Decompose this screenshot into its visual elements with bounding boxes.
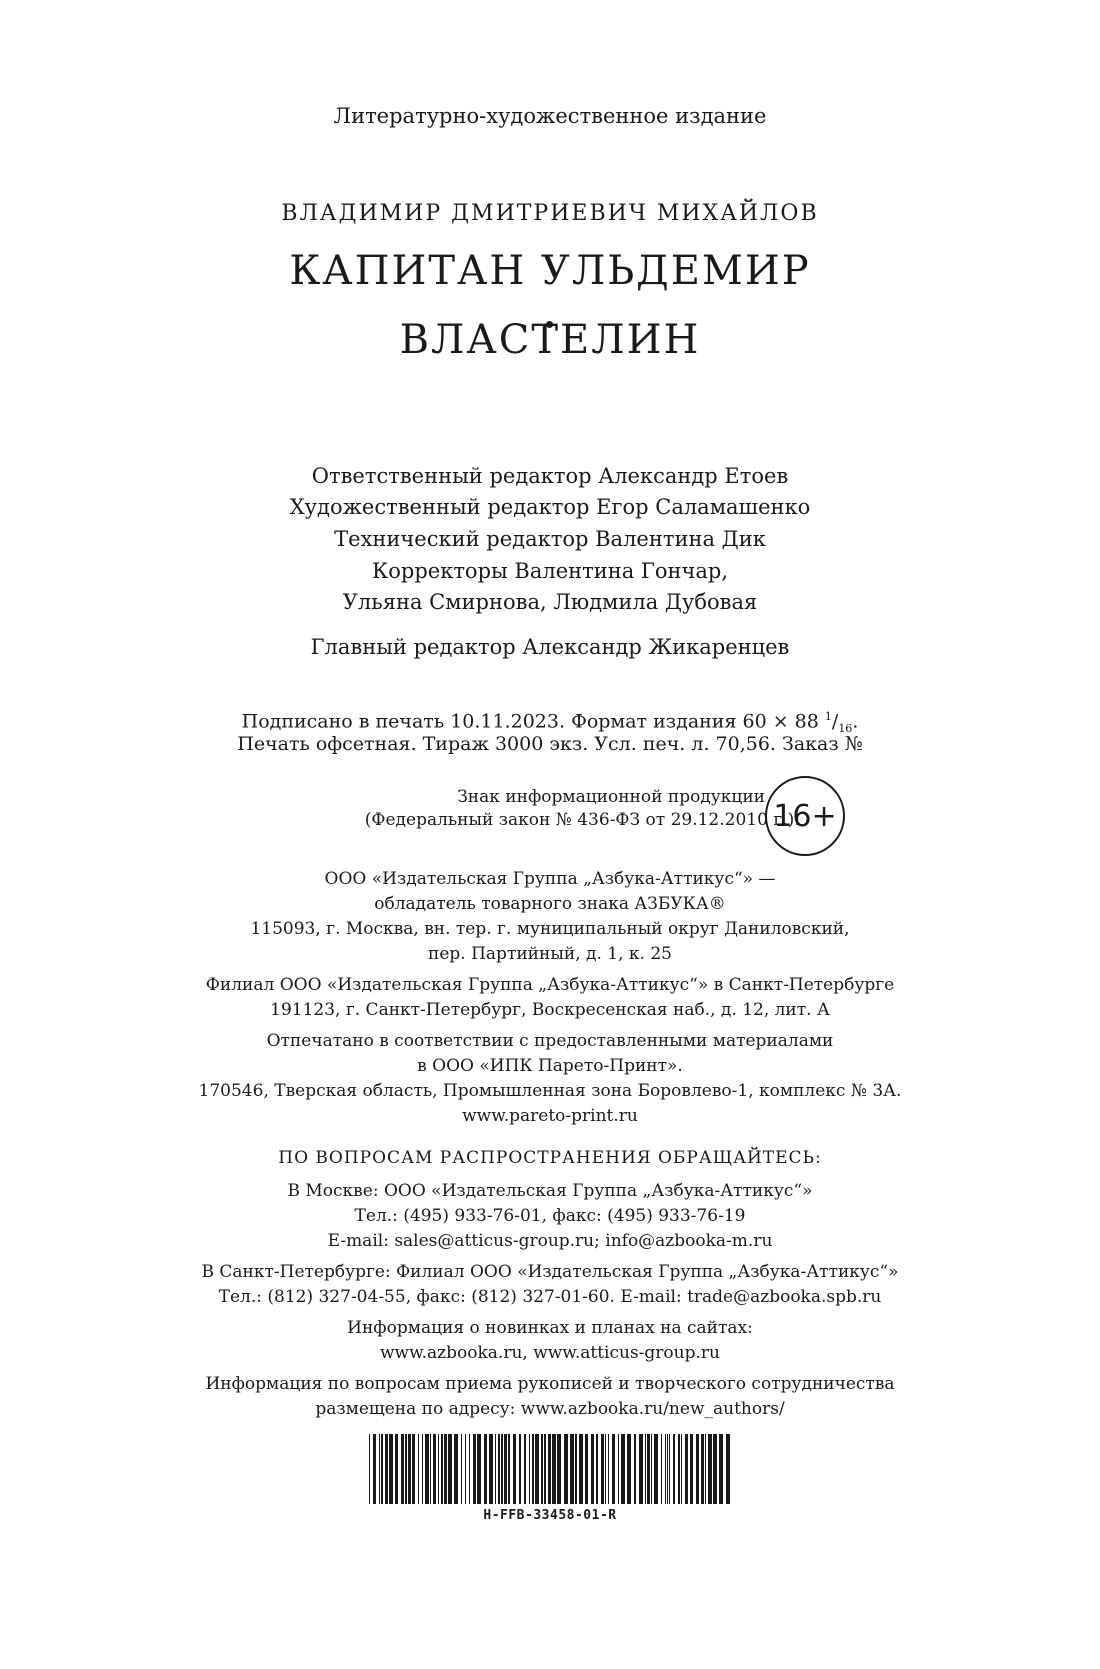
barcode-bar (369, 1434, 370, 1504)
barcode-code: H-FFB-33458-01-R (483, 1508, 617, 1523)
print-info-line-2: Печать офсетная. Тираж 3000 экз. Усл. печ. л. 70,56. Заказ № (237, 733, 863, 755)
printer-line-3: 170546, Тверская область, Промышленная зона Боровлево-1, комплекс № 3А. (198, 1081, 902, 1101)
book-title-1: КАПИТАН УЛЬДЕМИР (289, 248, 811, 294)
barcode-bar (719, 1434, 723, 1504)
barcode-bar (612, 1434, 615, 1504)
barcode-image (369, 1434, 731, 1504)
barcode-bar (461, 1434, 462, 1504)
age-rating-label (320, 786, 800, 832)
barcode-bar (651, 1434, 652, 1504)
format-fraction-denominator: 16 (838, 722, 853, 736)
barcode-bar (422, 1434, 423, 1504)
barcode-bar (519, 1434, 521, 1504)
sites-line-1: Информация о новинках и планах на сайтах: (347, 1318, 753, 1338)
barcode-bar (585, 1434, 588, 1504)
print-info-text: Подписано в печать 10.11.2023. Формат издания 60 × 88 (241, 710, 825, 733)
spb-line-1: В Санкт-Петербурге: Филиал ООО «Издательская Группа „Азбука-Аттикус“» (201, 1262, 899, 1282)
barcode-bar (477, 1434, 481, 1504)
barcode-bar (385, 1434, 388, 1504)
barcode-bar (701, 1434, 704, 1504)
printer-line-1: Отпечатано в соответствии с предоставленными материалами (266, 1031, 834, 1051)
moscow-line-1: В Москве: ООО «Издательская Группа „Азбука-Аттикус“» (287, 1181, 813, 1201)
barcode-bar (661, 1434, 662, 1504)
barcode-bar (501, 1434, 503, 1504)
publisher-line-2: обладатель товарного знака АЗБУКА® (374, 894, 726, 914)
age-rating-badge: 16+ (765, 776, 845, 856)
proofreaders-line-1: Корректоры Валентина Гончар, (371, 559, 728, 583)
barcode-bar (564, 1434, 568, 1504)
barcode-bar (395, 1434, 398, 1504)
barcode-bar (532, 1434, 534, 1504)
barcode-bar (557, 1434, 561, 1504)
book-title-2: ВЛАСТЕЛИН (399, 317, 701, 363)
barcode-bar (708, 1434, 712, 1504)
barcode-bar (508, 1434, 510, 1504)
publisher-line-3: 115093, г. Москва, вн. тер. г. муниципальный округ Даниловский, (250, 919, 850, 939)
barcode-bar (596, 1434, 598, 1504)
barcode-bar (412, 1434, 415, 1504)
barcode-bar (473, 1434, 476, 1504)
chief-editor: Главный редактор Александр Жикаренцев (310, 635, 790, 659)
barcode-bar (448, 1434, 452, 1504)
barcode-bar (665, 1434, 666, 1504)
barcode-bar (696, 1434, 699, 1504)
barcode-bar (605, 1434, 606, 1504)
barcode-bar (529, 1434, 530, 1504)
barcode-bar (454, 1434, 458, 1504)
barcode-bar (541, 1434, 543, 1504)
barcode-bar (654, 1434, 658, 1504)
barcode-bar (504, 1434, 507, 1504)
manuscripts-line-2[interactable]: размещена по адресу: www.azbooka.ru/new_authors/ (315, 1399, 785, 1419)
barcode-bar (608, 1434, 609, 1504)
edition-type: Литературно-художественное издание (333, 104, 767, 128)
barcode-bar (465, 1434, 466, 1504)
barcode-bar (639, 1434, 643, 1504)
barcode-bar (726, 1434, 730, 1504)
barcode-bar (418, 1434, 419, 1504)
barcode-bar (513, 1434, 516, 1504)
barcode-bar (535, 1434, 539, 1504)
barcode-bar (690, 1434, 693, 1504)
tech-editor: Технический редактор Валентина Дик (334, 527, 766, 551)
manuscripts-line-1: Информация по вопросам приема рукописей и творческого сотрудничества (205, 1374, 895, 1394)
barcode-bar (524, 1434, 526, 1504)
barcode-bar (544, 1434, 546, 1504)
age-rating-label-line-1: Знак информационной продукции (457, 787, 765, 807)
publisher-line-1: ООО «Издательская Группа „Азбука-Аттикус“» — (324, 869, 776, 889)
barcode-bar (469, 1434, 470, 1504)
sites-line-2[interactable]: www.azbooka.ru, www.atticus-group.ru (380, 1343, 720, 1363)
barcode-bar (441, 1434, 443, 1504)
barcode-bar (425, 1434, 429, 1504)
barcode-bar (705, 1434, 706, 1504)
barcode-bar (401, 1434, 404, 1504)
barcode-bar (713, 1434, 717, 1504)
barcode-bar (498, 1434, 500, 1504)
barcode-bar (647, 1434, 650, 1504)
barcode-bar (667, 1434, 668, 1504)
barcode-bar (601, 1434, 604, 1504)
barcode-bar (627, 1434, 631, 1504)
barcode-bar (591, 1434, 594, 1504)
format-fraction-slash: / (831, 710, 839, 733)
barcode-bar (433, 1434, 436, 1504)
barcode-bar (621, 1434, 625, 1504)
author-name: ВЛАДИМИР ДМИТРИЕВИЧ МИХАЙЛОВ (281, 201, 819, 226)
moscow-line-2: Тел.: (495) 933-76-01, факс: (495) 933-76-19 (354, 1206, 746, 1226)
responsible-editor: Ответственный редактор Александр Етоев (311, 464, 789, 488)
barcode-bar (685, 1434, 688, 1504)
barcode-bar (681, 1434, 682, 1504)
barcode-bar (678, 1434, 680, 1504)
barcode-bar (570, 1434, 574, 1504)
art-editor: Художественный редактор Егор Саламашенко (289, 495, 811, 519)
print-info-end: . (852, 710, 859, 733)
barcode-bar (575, 1434, 577, 1504)
age-rating-label-line-2: (Федеральный закон № 436-ФЗ от 29.12.2010 г.): (364, 810, 800, 830)
spb-line-2[interactable]: Тел.: (812) 327-04-55, факс: (812) 327-01-60. E-mail: trade@azbooka.spb.ru (218, 1287, 882, 1307)
printer-line-2: в ООО «ИПК Парето-Принт». (417, 1056, 683, 1076)
barcode-bar (634, 1434, 636, 1504)
barcode-bar (548, 1434, 551, 1504)
barcode-bar (618, 1434, 619, 1504)
barcode-bar (489, 1434, 493, 1504)
distribution-heading: ПО ВОПРОСАМ РАСПРОСТРАНЕНИЯ ОБРАЩАЙТЕСЬ: (278, 1148, 822, 1168)
barcode-bar (579, 1434, 583, 1504)
barcode-bar (495, 1434, 496, 1504)
barcode-bar (484, 1434, 487, 1504)
proofreaders-line-2: Ульяна Смирнова, Людмила Дубовая (342, 590, 758, 614)
barcode-bar (669, 1434, 670, 1504)
barcode-bar (389, 1434, 393, 1504)
moscow-line-3[interactable]: E-mail: sales@atticus-group.ru; info@azbooka-m.ru (327, 1231, 773, 1251)
barcode-bar (438, 1434, 439, 1504)
branch-line-1: Филиал ООО «Издательская Группа „Азбука-Аттикус“» в Санкт-Петербурге (205, 975, 895, 995)
barcode-bar (444, 1434, 447, 1504)
publisher-line-4: пер. Партийный, д. 1, к. 25 (428, 944, 672, 964)
branch-line-2: 191123, г. Санкт-Петербург, Воскресенская наб., д. 12, лит. А (270, 1000, 830, 1020)
barcode-bar (408, 1434, 411, 1504)
barcode-bar (673, 1434, 675, 1504)
barcode-bar (552, 1434, 556, 1504)
barcode-bar (645, 1434, 646, 1504)
barcode-bar (373, 1434, 376, 1504)
format-fraction-numerator: 1 (824, 710, 832, 723)
barcode-bar (430, 1434, 431, 1504)
barcode-bar (405, 1434, 407, 1504)
barcode-bar (381, 1434, 383, 1504)
barcode-bar (379, 1434, 380, 1504)
printer-website[interactable]: www.pareto-print.ru (462, 1106, 638, 1126)
